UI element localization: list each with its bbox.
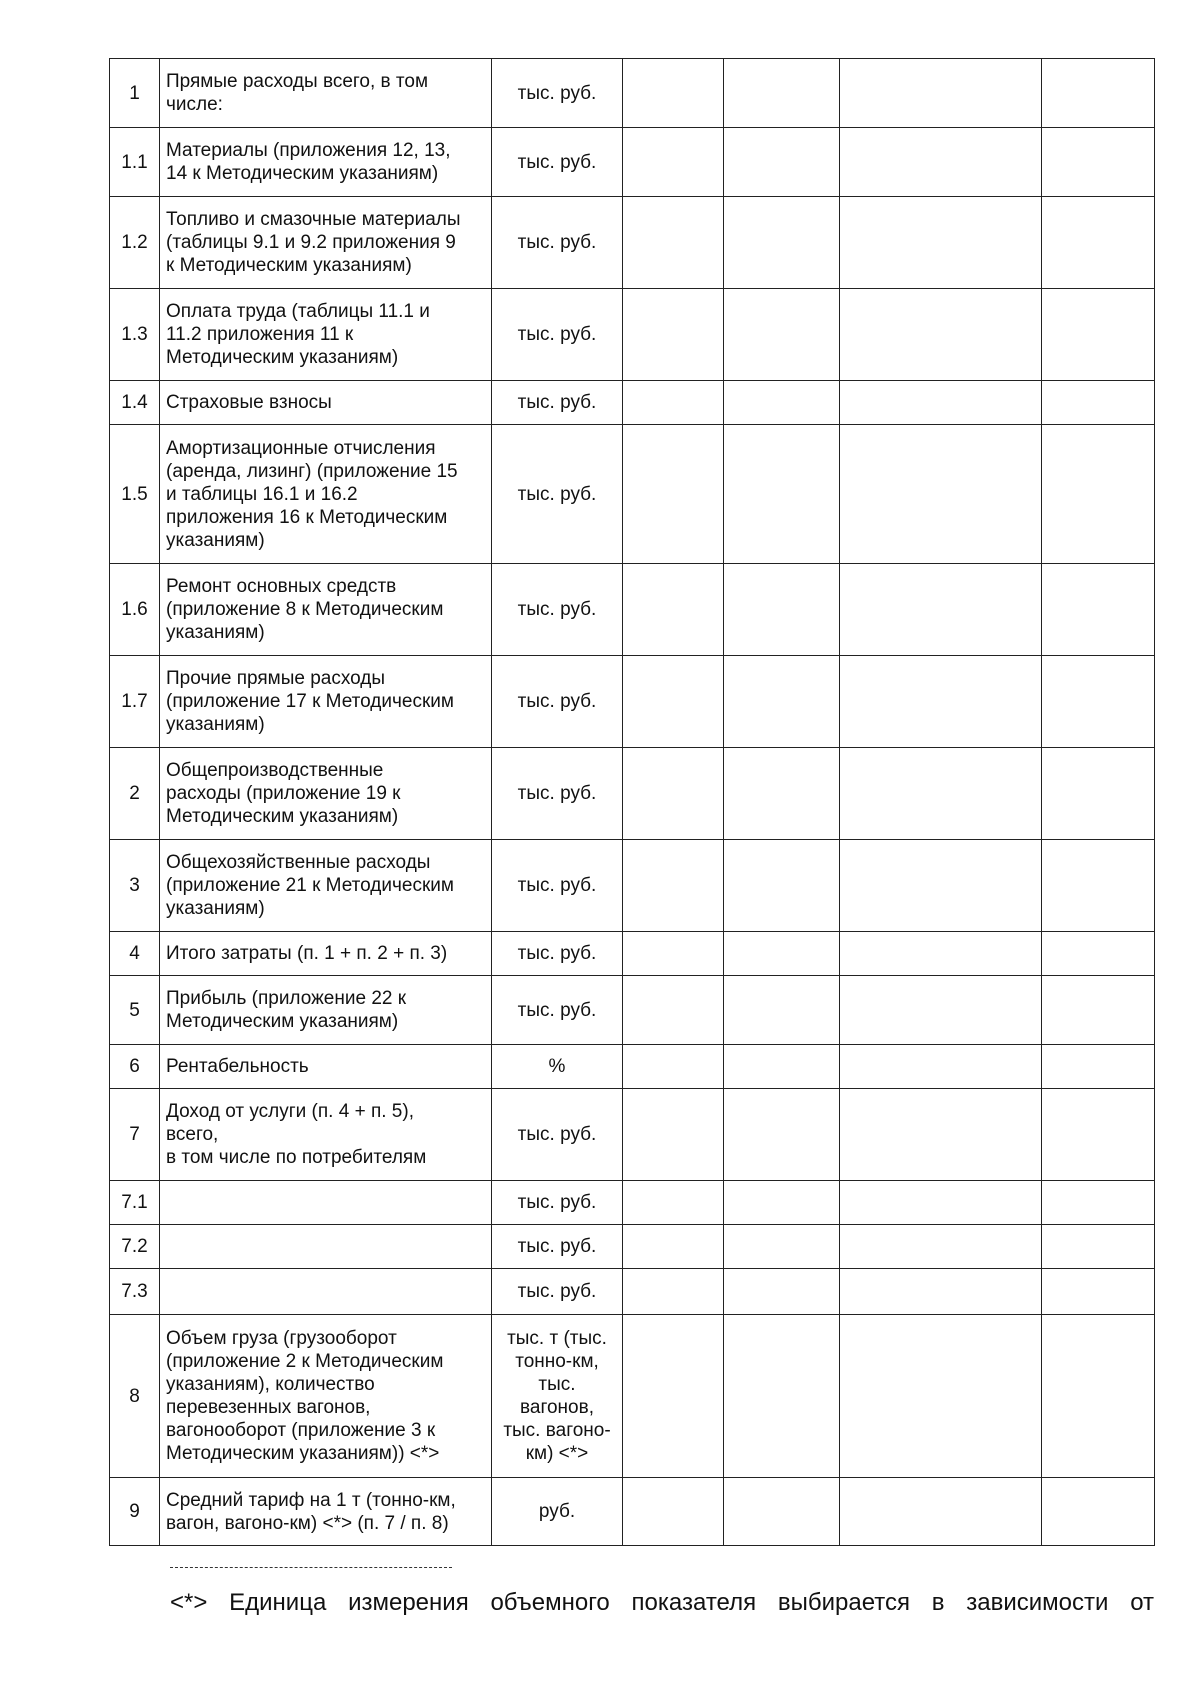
footnote-text: <*> Единица измерения объемного показателя выбирается в зависимости от <box>170 1589 1154 1616</box>
value-cell <box>623 932 724 976</box>
table-row <box>110 1089 1155 1181</box>
value-cell <box>724 932 840 976</box>
value-cell <box>1042 1269 1155 1315</box>
value-cell <box>1042 840 1155 932</box>
value-cell <box>1042 128 1155 197</box>
row-indicator-name: Прямые расходы всего, в том числе: <box>160 59 492 128</box>
table-row <box>110 1181 1155 1225</box>
value-cell <box>623 748 724 840</box>
value-cell <box>724 197 840 289</box>
row-unit: тыс. руб. <box>492 425 623 564</box>
row-unit: тыс. руб. <box>492 128 623 197</box>
row-indicator-name: Страховые взносы <box>160 381 492 425</box>
value-cell <box>623 1269 724 1315</box>
row-indicator-name: Итого затраты (п. 1 + п. 2 + п. 3) <box>160 932 492 976</box>
value-cell <box>840 1089 1042 1181</box>
row-number: 7 <box>110 1089 160 1181</box>
row-indicator-name: Средний тариф на 1 т (тонно-км, вагон, вагоно-км) <*> (п. 7 / п. 8) <box>160 1478 492 1546</box>
row-indicator-name: Материалы (приложения 12, 13, 14 к Методическим указаниям) <box>160 128 492 197</box>
row-number: 1.3 <box>110 289 160 381</box>
value-cell <box>623 381 724 425</box>
value-cell <box>724 1089 840 1181</box>
value-cell <box>840 656 1042 748</box>
row-number: 1.1 <box>110 128 160 197</box>
row-number: 1.7 <box>110 656 160 748</box>
row-unit: тыс. руб. <box>492 932 623 976</box>
value-cell <box>623 1478 724 1546</box>
value-cell <box>1042 656 1155 748</box>
value-cell <box>840 932 1042 976</box>
row-indicator-name: Оплата труда (таблицы 11.1 и 11.2 приложения 11 к Методическим указаниям) <box>160 289 492 381</box>
value-cell <box>724 381 840 425</box>
table-row <box>110 381 1155 425</box>
value-cell <box>1042 1478 1155 1546</box>
value-cell <box>724 748 840 840</box>
value-cell <box>840 289 1042 381</box>
value-cell <box>623 425 724 564</box>
row-unit: тыс. руб. <box>492 748 623 840</box>
cost-table <box>109 58 1155 1546</box>
value-cell <box>724 1315 840 1478</box>
value-cell <box>840 564 1042 656</box>
row-number: 1.5 <box>110 425 160 564</box>
table-row <box>110 128 1155 197</box>
row-indicator-name: Ремонт основных средств (приложение 8 к Методическим указаниям) <box>160 564 492 656</box>
value-cell <box>623 1089 724 1181</box>
table-row <box>110 289 1155 381</box>
value-cell <box>724 840 840 932</box>
value-cell <box>623 289 724 381</box>
row-number: 8 <box>110 1315 160 1478</box>
row-number: 7.3 <box>110 1269 160 1315</box>
table-row <box>110 1269 1155 1315</box>
row-number: 1 <box>110 59 160 128</box>
row-indicator-name: Объем груза (грузооборот (приложение 2 к Методическим указаниям), количество перевезенных вагонов, вагонооборот (приложение 3 к Методическим указаниям)) <*> <box>160 1315 492 1478</box>
row-unit: тыс. руб. <box>492 1181 623 1225</box>
value-cell <box>623 1181 724 1225</box>
row-unit: тыс. т (тыс. тонно-км, тыс. вагонов, тыс. вагоно- км) <*> <box>492 1315 623 1478</box>
value-cell <box>623 840 724 932</box>
value-cell <box>1042 1225 1155 1269</box>
value-cell <box>623 1045 724 1089</box>
row-unit: тыс. руб. <box>492 59 623 128</box>
value-cell <box>724 1478 840 1546</box>
value-cell <box>1042 289 1155 381</box>
value-cell <box>724 128 840 197</box>
value-cell <box>623 1225 724 1269</box>
row-unit: тыс. руб. <box>492 1225 623 1269</box>
row-unit: тыс. руб. <box>492 1269 623 1315</box>
value-cell <box>840 1181 1042 1225</box>
row-unit: тыс. руб. <box>492 564 623 656</box>
value-cell <box>623 656 724 748</box>
value-cell <box>840 840 1042 932</box>
row-unit: тыс. руб. <box>492 976 623 1045</box>
value-cell <box>840 59 1042 128</box>
table-row <box>110 840 1155 932</box>
row-indicator-name <box>160 1181 492 1225</box>
value-cell <box>724 976 840 1045</box>
value-cell <box>1042 381 1155 425</box>
row-indicator-name: Прибыль (приложение 22 к Методическим указаниям) <box>160 976 492 1045</box>
row-number: 5 <box>110 976 160 1045</box>
value-cell <box>724 1269 840 1315</box>
value-cell <box>724 59 840 128</box>
value-cell <box>623 976 724 1045</box>
row-number: 9 <box>110 1478 160 1546</box>
value-cell <box>840 425 1042 564</box>
row-indicator-name: Топливо и смазочные материалы (таблицы 9.1 и 9.2 приложения 9 к Методическим указаниям) <box>160 197 492 289</box>
value-cell <box>840 1269 1042 1315</box>
value-cell <box>840 128 1042 197</box>
table-row <box>110 1045 1155 1089</box>
row-indicator-name <box>160 1225 492 1269</box>
value-cell <box>724 656 840 748</box>
row-indicator-name <box>160 1269 492 1315</box>
table-row <box>110 748 1155 840</box>
value-cell <box>1042 59 1155 128</box>
value-cell <box>724 289 840 381</box>
row-unit: % <box>492 1045 623 1089</box>
row-number: 1.6 <box>110 564 160 656</box>
value-cell <box>623 59 724 128</box>
value-cell <box>724 1181 840 1225</box>
value-cell <box>724 564 840 656</box>
row-unit: руб. <box>492 1478 623 1546</box>
value-cell <box>1042 425 1155 564</box>
row-number: 1.2 <box>110 197 160 289</box>
value-cell <box>1042 748 1155 840</box>
row-unit: тыс. руб. <box>492 840 623 932</box>
value-cell <box>840 1315 1042 1478</box>
row-number: 6 <box>110 1045 160 1089</box>
footnote-divider <box>170 1567 452 1568</box>
value-cell <box>840 197 1042 289</box>
row-unit: тыс. руб. <box>492 289 623 381</box>
row-number: 7.2 <box>110 1225 160 1269</box>
table-row <box>110 59 1155 128</box>
value-cell <box>840 976 1042 1045</box>
value-cell <box>840 748 1042 840</box>
value-cell <box>1042 1045 1155 1089</box>
row-unit: тыс. руб. <box>492 197 623 289</box>
table-row <box>110 1478 1155 1546</box>
value-cell <box>840 1478 1042 1546</box>
row-number: 1.4 <box>110 381 160 425</box>
row-indicator-name: Общепроизводственные расходы (приложение 19 к Методическим указаниям) <box>160 748 492 840</box>
table-row <box>110 976 1155 1045</box>
row-number: 7.1 <box>110 1181 160 1225</box>
table-row <box>110 1315 1155 1478</box>
value-cell <box>1042 1089 1155 1181</box>
value-cell <box>623 564 724 656</box>
value-cell <box>840 1045 1042 1089</box>
row-unit: тыс. руб. <box>492 1089 623 1181</box>
table-row <box>110 425 1155 564</box>
row-number: 2 <box>110 748 160 840</box>
table-row <box>110 197 1155 289</box>
row-unit: тыс. руб. <box>492 381 623 425</box>
row-indicator-name: Амортизационные отчисления (аренда, лизинг) (приложение 15 и таблицы 16.1 и 16.2 приложения 16 к Методическим указаниям) <box>160 425 492 564</box>
table-row <box>110 656 1155 748</box>
value-cell <box>1042 197 1155 289</box>
value-cell <box>840 1225 1042 1269</box>
row-number: 3 <box>110 840 160 932</box>
value-cell <box>1042 1315 1155 1478</box>
value-cell <box>1042 976 1155 1045</box>
row-number: 4 <box>110 932 160 976</box>
table-row <box>110 1225 1155 1269</box>
row-indicator-name: Общехозяйственные расходы (приложение 21 к Методическим указаниям) <box>160 840 492 932</box>
row-indicator-name: Доход от услуги (п. 4 + п. 5), всего, в том числе по потребителям <box>160 1089 492 1181</box>
value-cell <box>724 1045 840 1089</box>
value-cell <box>623 1315 724 1478</box>
value-cell <box>623 128 724 197</box>
table-row <box>110 932 1155 976</box>
row-indicator-name: Прочие прямые расходы (приложение 17 к Методическим указаниям) <box>160 656 492 748</box>
value-cell <box>1042 1181 1155 1225</box>
row-indicator-name: Рентабельность <box>160 1045 492 1089</box>
value-cell <box>1042 932 1155 976</box>
value-cell <box>1042 564 1155 656</box>
value-cell <box>724 425 840 564</box>
value-cell <box>724 1225 840 1269</box>
row-unit: тыс. руб. <box>492 656 623 748</box>
value-cell <box>840 381 1042 425</box>
value-cell <box>623 197 724 289</box>
table-row <box>110 564 1155 656</box>
